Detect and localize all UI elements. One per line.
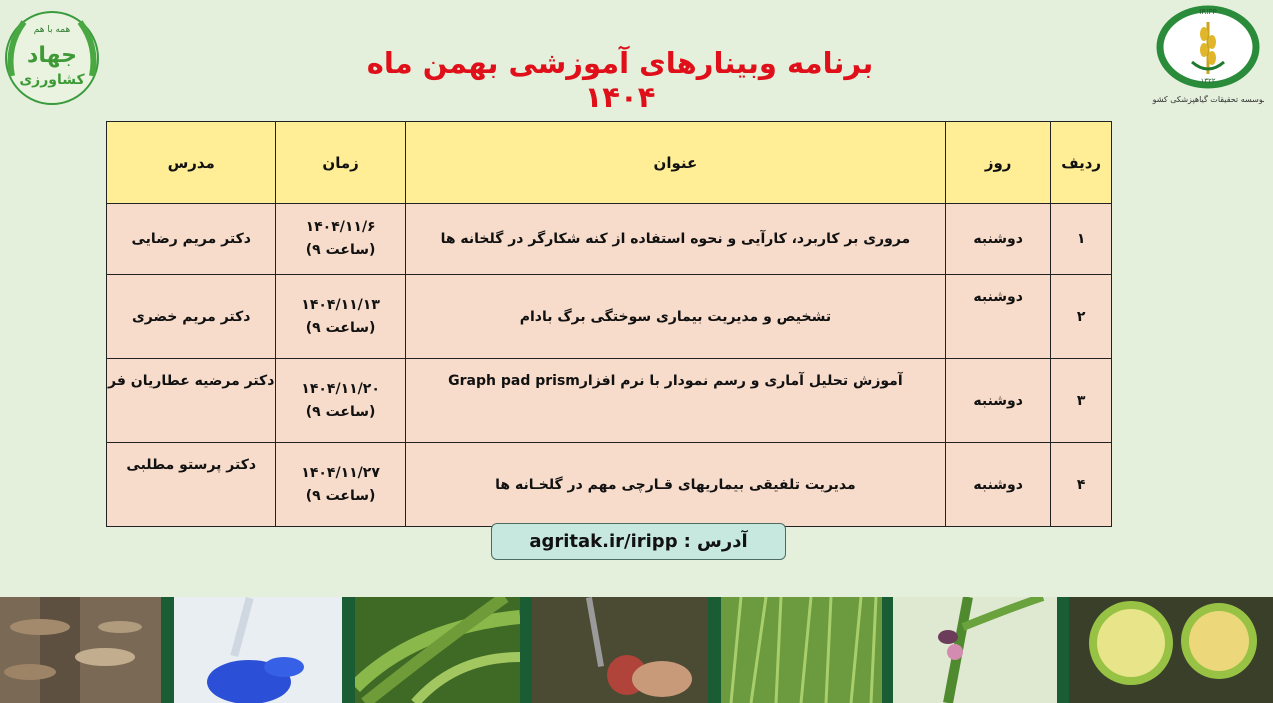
insect-on-stem-photo (893, 597, 1057, 703)
iripp-logo-icon (1152, 4, 1264, 108)
logo-left-top-text: همه با هم (33, 25, 71, 35)
address-url[interactable]: agritak.ir/iripp (529, 531, 678, 552)
row-date: ۱۴۰۴/۱۱/۲۷ (301, 464, 380, 481)
header-row-number: ردیف (1051, 122, 1112, 204)
table-row (107, 359, 1112, 443)
row-teacher: دکتر مریم خضری (107, 275, 276, 359)
row-day: دوشنبه (946, 359, 1051, 443)
row-date: ۱۴۰۴/۱۱/۶ (305, 219, 376, 235)
table-row (107, 204, 1112, 275)
row-hour: (ساعت ۹) (305, 242, 376, 258)
row-title: مدیریت تلفیقی بیماریهای قـارچی مهم در گلخـانه ها (405, 443, 945, 527)
corn-leaves-photo (355, 597, 520, 703)
header-time: زمان (276, 122, 405, 204)
citrus-fruit-cut-photo (1069, 597, 1273, 703)
bracket-fungus-photo (0, 597, 161, 703)
logo-right-abbr: IRIPP (1199, 8, 1217, 16)
gloved-hand-pipette-photo (174, 597, 342, 703)
table-header-row (107, 122, 1112, 204)
webinar-schedule-table (106, 121, 1112, 527)
row-day: دوشنبه (946, 275, 1051, 359)
header-day: روز (946, 122, 1051, 204)
row-number: ۱ (1051, 204, 1112, 275)
row-title: مروری بر کاربرد، کارآیی و نحوه استفاده از کنه شکارگر در گلخانه ها (405, 204, 945, 275)
row-time (276, 443, 405, 527)
row-day: دوشنبه (946, 443, 1051, 527)
header-title: عنوان (405, 122, 945, 204)
row-number: ۳ (1051, 359, 1112, 443)
row-date: ۱۴۰۴/۱۱/۱۳ (301, 296, 380, 313)
logo-left-sub-text: کشاورزی (19, 72, 85, 88)
row-hour: (ساعت ۹) (305, 403, 376, 420)
row-teacher: دکتر مرضیه عطاریان فر (107, 359, 276, 443)
row-time (276, 359, 405, 443)
row-title: آموزش تحلیل آماری و رسم نمودار با نرم افزارGraph pad prism (405, 359, 945, 443)
row-day: دوشنبه (946, 204, 1051, 275)
row-teacher: دکتر مریم رضایی (107, 204, 276, 275)
jahad-keshavarzi-logo-icon (2, 6, 102, 110)
row-teacher: دکتر پرستو مطلبی (107, 443, 276, 527)
table-row (107, 443, 1112, 527)
row-hour: (ساعت ۹) (305, 319, 376, 336)
row-number: ۴ (1051, 443, 1112, 527)
photo-strip (0, 597, 1273, 703)
logo-left-main-text: جهاد (27, 43, 77, 68)
row-time (276, 275, 405, 359)
page-title: برنامه وبینارهای آموزشی بهمن ماه ۱۴۰۴ (366, 46, 874, 114)
address-box (491, 523, 786, 560)
table-row (107, 275, 1112, 359)
row-number: ۲ (1051, 275, 1112, 359)
row-title: تشخیص و مدیریت بیماری سوختگی برگ بادام (405, 275, 945, 359)
wheat-field-photo (721, 597, 882, 703)
row-hour: (ساعت ۹) (305, 487, 376, 504)
row-time (276, 204, 405, 275)
pomegranate-sampling-photo (532, 597, 708, 703)
address-label: آدرس : (683, 531, 748, 552)
logo-right-caption: موسسه تحقیقات گیاهپزشکی کشور (1152, 95, 1264, 104)
logo-right-year: ۱۳۲۲ (1200, 77, 1216, 85)
row-date: ۱۴۰۴/۱۱/۲۰ (301, 380, 380, 397)
header-teacher: مدرس (107, 122, 276, 204)
